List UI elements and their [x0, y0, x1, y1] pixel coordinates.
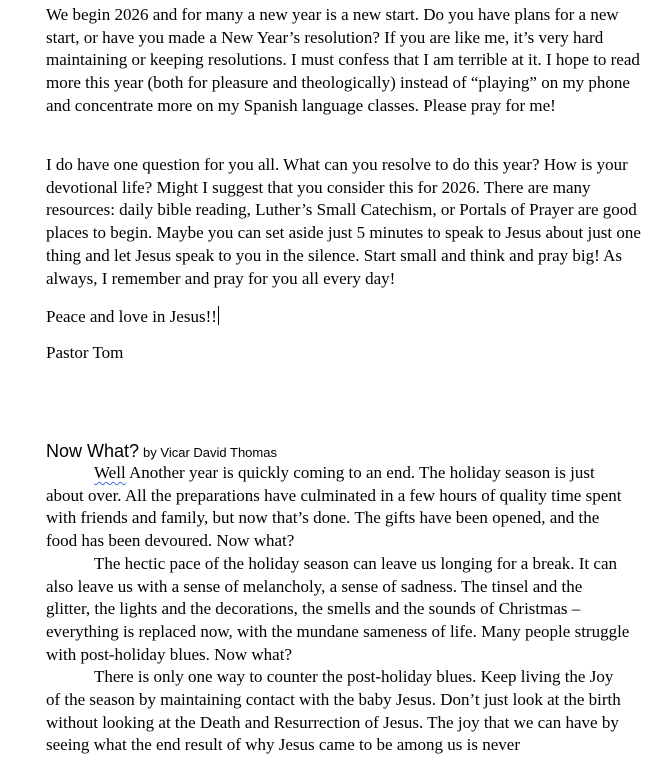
article-paragraph-2: The hectic pace of the holiday season can leave us longing for a break. It can also leave us with a sense of melancholy, a sense of sadness. The tinsel and the glitter, the lights and the decorations, the smells and the sounds of Christmas – everything is replaced now, with the mundane sameness of life. Many people struggle with post-holiday blues. Now what? [46, 553, 630, 664]
letter-closing-line [46, 306, 219, 329]
article-paragraph-1 [46, 462, 630, 553]
article-title: Now What? [46, 441, 140, 461]
text-cursor [218, 306, 219, 325]
letter-signature: Pastor Tom [46, 343, 124, 362]
article-byline: by Vicar David Thomas [143, 445, 277, 460]
spellcheck-flagged-word[interactable]: Well [94, 463, 126, 482]
letter-paragraph-1: We begin 2026 and for many a new year is a new start. Do you have plans for a new start, or have you made a New Year’s resolution? If you are like me, it’s very hard maintaining or keeping resolutions. I must confess that I am terrible at it. I hope to read more this year (both for pleasure and theologically) instead of “playing” on my phone and concentrate more on my Spanish language classes. Please pray for me! [46, 5, 640, 115]
article-paragraph-1-text: Another year is quickly coming to an end. The holiday season is just about over. All the preparations have culminated in a few hours of quality time spent with friends and family, but now that’s done. The gifts have been opened, and the food has been devoured. Now what? [46, 463, 622, 551]
article-heading [46, 440, 277, 464]
article-body [46, 462, 630, 757]
article-paragraph-3: There is only one way to counter the post-holiday blues. Keep living the Joy of the season by maintaining contact with the baby Jesus. Don’t just look at the birth without looking at the Death and Resurrection of Jesus. The joy that we can have by seeing what the end result of why Jesus came to be among us is never [46, 667, 621, 755]
letter-paragraph-2: I do have one question for you all. What can you resolve to do this year? How is your devotional life? Might I suggest that you consider this for 2026. There are many resources: daily bible reading, Luther’s Small Catechism, or Portals of Prayer are good places to begin. Maybe you can set aside just 5 minutes to speak to Jesus about just one thing and let Jesus speak to you in the silence. Start small and think and pray big! As always, I remember and pray for you all every day! [46, 155, 641, 288]
closing-text: Peace and love in Jesus!! [46, 307, 217, 326]
